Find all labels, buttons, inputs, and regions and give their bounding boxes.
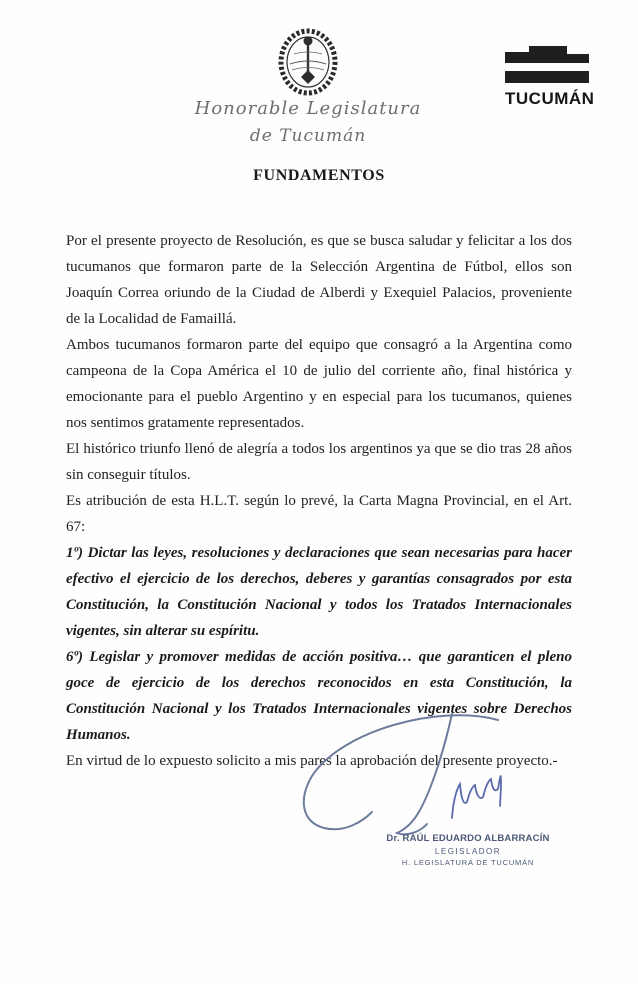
legislatura-crest-icon [276,28,340,96]
org-name [190,98,426,146]
signature-stamp [368,833,568,867]
page-title: FUNDAMENTOS [253,167,385,184]
paragraph: El histórico triunfo llenó de alegría a todos los argentinos ya que se dio tras 28 años sin conseguir títulos. [66,441,572,483]
tucuman-logo-icon [505,44,589,88]
paragraph: Por el presente proyecto de Resolución, es que se busca saludar y felicitar a los dos tucumanos que formaron parte de la Selección Argentina de Fútbol, ellos son Joaquín Correa oriundo de la Ciudad de Alberdi y Exequiel Palacios, proveniente de la Localidad de Famaillá. [66,233,572,327]
org-name-line2: de Tucumán [249,126,367,146]
tucuman-logo [505,44,595,109]
signer-name: Dr. RAÚL EDUARDO ALBARRACÍN [386,833,550,844]
paragraph: Ambos tucumanos formaron parte del equipo que consagró a la Argentina como campeona de la Copa América el 10 de julio del corriente año, final histórica y emocionante para el pueblo Argentino y en especial para los tucumanos, quienes nos sentimos gratamente representados. [66,337,572,431]
signer-role: LEGISLADOR [434,847,502,856]
org-name-line1: Honorable Legislatura [194,98,422,119]
paragraph: En virtud de lo expuesto solicito a mis pares la aprobación del presente proyecto.- [66,753,558,769]
tucuman-logo-text: TUCUMÁN [505,89,595,108]
paragraph: Es atribución de esta H.L.T. según lo prevé, la Carta Magna Provincial, en el Art. 67: [66,493,572,535]
signature-ink [290,708,560,848]
paragraph-quote: 1º) Dictar las leyes, resoluciones y declaraciones que sean necesarias para hacer efectivo el ejercicio de los derechos, deberes y garantías consagrados por esta Constitución, la Constitución Nacional y todos los Tratados Internacionales vigentes, sin alterar su espíritu. [66,545,572,639]
document-body [66,228,572,774]
signer-org: H. LEGISLATURA DE TUCUMÁN [401,858,535,867]
paragraph-quote: 6º) Legislar y promover medidas de acción positiva… que garanticen el pleno goce de ejercicio de los derechos reconocidos en esta Constitución, la Constitución Nacional y los Tratados Internacionales vigentes sobre Derechos Humanos. [66,649,572,743]
